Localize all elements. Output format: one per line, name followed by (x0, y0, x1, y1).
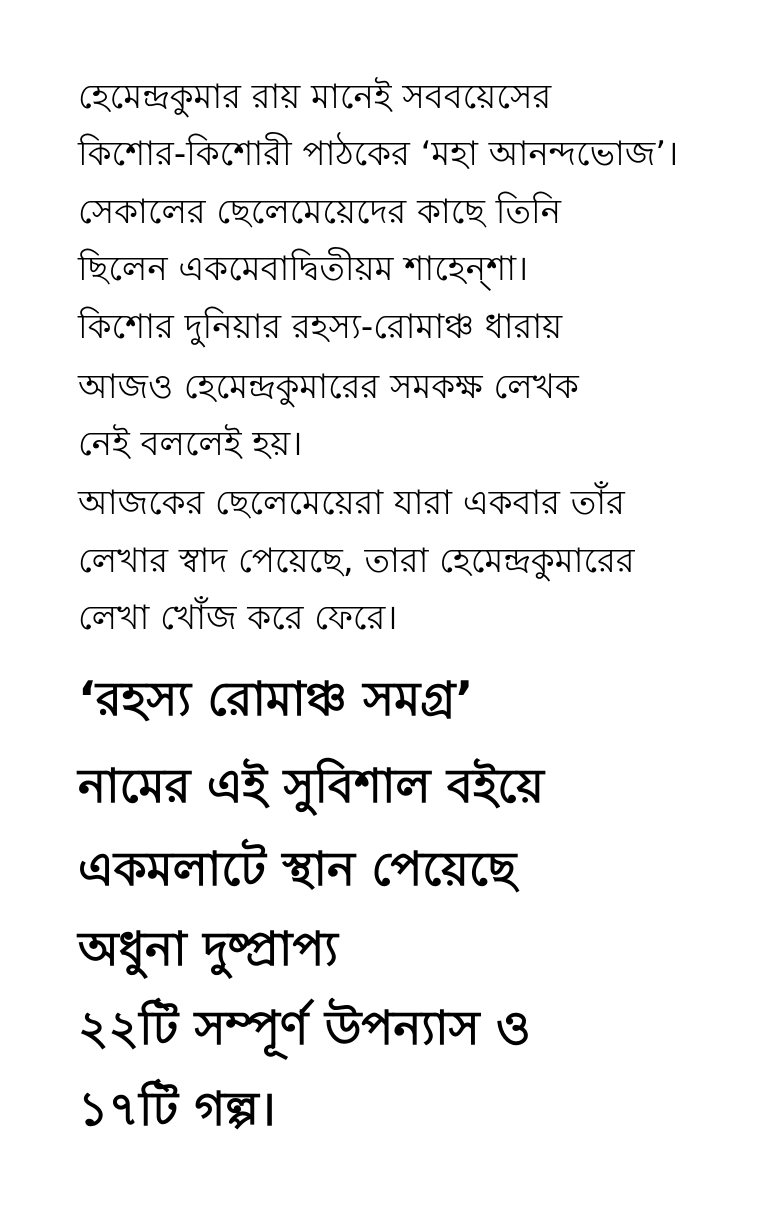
intro-line-10: লেখা খোঁজ করে ফেরে। (78, 598, 398, 638)
highlight-line-2: নামের এই সুবিশাল বইয়ে (78, 759, 545, 814)
highlight-line-1: ‘রহস্য রোমাঞ্চ সমগ্র’ (78, 672, 474, 727)
intro-line-1: হেমেন্দ্রকুমার রায় মানেই সববয়েসের (78, 77, 552, 117)
highlight-line-5: ২২টি সম্পূর্ণ উপন্যাস ও (78, 1001, 531, 1056)
highlight-line-4: অধুনা দুষ্প্রাপ্য (78, 922, 338, 977)
intro-line-5: কিশোর দুনিয়ার রহস্য-রোমাঞ্চ ধারায় (78, 307, 563, 347)
intro-line-7: নেই বললেই হয়। (78, 424, 303, 464)
intro-line-6: আজও হেমেন্দ্রকুমারের সমকক্ষ লেখক (78, 367, 579, 407)
intro-line-4: ছিলেন একমেবাদ্বিতীয়ম শাহেন্‌শা। (78, 249, 529, 289)
intro-line-9: লেখার স্বাদ পেয়েছে, তারা হেমেন্দ্রকুমারের (78, 541, 635, 581)
highlight-line-6: ১৭টি গল্প। (78, 1082, 276, 1137)
intro-line-3: সেকালের ছেলেমেয়েদের কাছে তিনি (78, 192, 562, 232)
intro-line-2: কিশোর-কিশোরী পাঠকের ‘মহা আনন্দভোজ’। (78, 134, 679, 174)
highlight-line-3: একমলাটে স্থান পেয়েছে (78, 842, 517, 897)
intro-line-8: আজকের ছেলেমেয়েরা যারা একবার তাঁর (78, 483, 625, 523)
